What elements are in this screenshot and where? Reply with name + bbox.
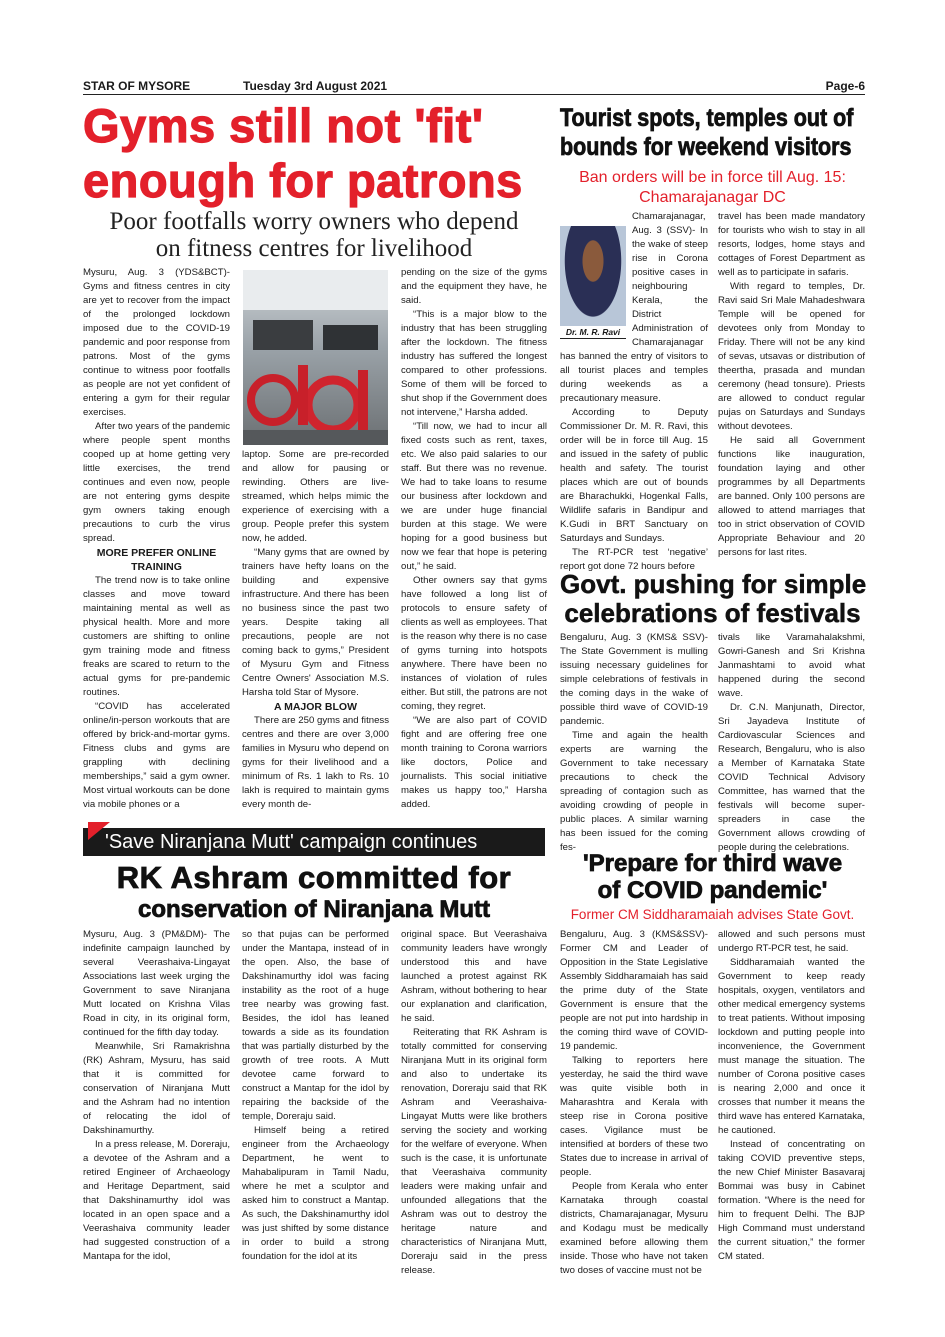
- paragraph: According to Deputy Commissioner Dr. M. R. Ravi, this order will be in force till Aug. 15 and issued in the safety of public health and safety. The tourist places which are out of bounds are Bharachukki, Hogenkal Falls, Wildlife safaris in Bandipur and K.Gudi in BRT Sanctuary on Saturdays and Sundays.: [560, 407, 708, 544]
- ashram-column-3: [401, 928, 547, 1278]
- paragraph: “Till now, we had to incur all fixed costs such as rent, taxes, etc. We also paid salaries to our staff. But there was no revenue. We had to take loans to resume our business after lockdown and we are under huge financial burden at this stage. We were hoping for a good business but now we fear that hope is petering out,” he said.: [401, 421, 547, 572]
- masthead-rule: [83, 94, 865, 95]
- festivals-headline: [560, 570, 865, 628]
- festivals-column-1: [560, 631, 708, 855]
- paragraph: Himself being a retired engineer from the Archaeology Department, he went to Mahabalipuram in Tamil Nadu, where he met a sculptor and asked him to construct a Mantap. As such, the Dakshinamurthy idol was just shifted by some distance in order to build a strong foundation for the idol at its: [242, 1125, 389, 1262]
- tourist-subhead-2: Chamarajanagar DC: [639, 189, 786, 206]
- paragraph: With regard to temples, Dr. Ravi said Sri Male Mahadeshwara Temple will be opened for devotees only from Monday to Friday. There will not be any kind of sevas, utsavas or distribution of theertha, prasada and mundan ceremony (head tonsure). Priests are allowed to conduct regular pujas on Saturdays and Sundays without devotees.: [718, 281, 865, 432]
- paragraph: Bengaluru, Aug. 3 (KMS& SSV)- The State Government is mulling issuing necessary guidelines for simple celebrations of festivals in the coming days in the wake of possible third wave of COVID-19 pandemic.: [560, 632, 708, 727]
- ashram-headline-1: RK Ashram committed for: [116, 860, 512, 895]
- gyms-headline-1: Gyms still not 'fit': [83, 99, 484, 152]
- paragraph: tivals like Varamahalakshmi, Gowri-Ganesh and Sri Krishna Janmashtami to avoid what happened during the second wave.: [718, 632, 865, 699]
- paragraph: Instead of concentrating on taking COVID preventive steps, the new Chief Minister Basavaraj Bommai was busy in Cabinet formation. “Where is the need for him to frequent Delhi. The BJP High Command must understand the current situation,” the former CM stated.: [718, 1139, 865, 1262]
- paragraph: Meanwhile, Sri Ramakrishna (RK) Ashram, Mysuru, has said that it is committed for conservation of Niranjana Mutt and the Ashram had no intention of relocating the idol of Dakshinamurthy.: [83, 1041, 230, 1136]
- paragraph: original space. But Veerashaiva community leaders have wrongly understood this and have launched a protest against RK Ashram, without bothering to hear our explanation and clarification, he said.: [401, 929, 547, 1024]
- campaign-banner-text: 'Save Niranjana Mutt' campaign continues: [105, 831, 478, 853]
- issue-date: Tuesday 3rd August 2021: [243, 79, 388, 93]
- gyms-subhead-1: Poor footfalls worry owners who depend: [109, 208, 519, 235]
- gyms-subhead-2: on fitness centres for livelihood: [155, 235, 473, 262]
- gym-equipment-image: [243, 270, 388, 445]
- thirdwave-column-2: [718, 928, 865, 1264]
- paragraph: Dr. C.N. Manjunath, Director, Sri Jayadeva Institute of Cardiovascular Sciences and Research, Bengaluru, who is also a Member of Karnataka State COVID Technical Advisory Committee, has warned that the festivals will become super-spreaders in case the Government allows crowding of people during the celebrations.: [718, 702, 865, 853]
- tourist-subhead-1: Ban orders will be in force till Aug. 15:: [579, 169, 846, 186]
- paragraph: Time and again the health experts are warning the Government to take necessary precautions to check the spreading of contagion such as avoiding crowding of people in public places. A similar warning has been issued for the coming fes-: [560, 730, 708, 853]
- paragraph: “We are also part of COVID fight and are offering free one month training to Corona warriors like doctors, Police and journalists. This social initiative makes us happy too,” Harsha added.: [401, 715, 547, 810]
- paragraph: There are 250 gyms and fitness centres and there are over 3,000 families in Mysuru who depend on gyms for their livelihood and a minimum of Rs. 1 lakh to Rs. 10 lakh is required to maintain gyms every month de-: [242, 715, 389, 810]
- gyms-subhead: [83, 208, 545, 262]
- paragraph: The trend now is to take online classes and move toward maintaining mental as well as physical health. More and more customers are shifting to online gym training mode and fitness freaks are scared to return to the actual gyms for pre-pandemic routines.: [83, 575, 230, 698]
- paragraph: Siddharamaiah wanted the Government to keep ready hospitals, oxygen, ventilators and other medical emergency systems to treat patients. Without imposing lockdown and putting people into inconvenience, the Government must manage the situation. The number of Corona positive cases is nearing 2,000 and once it crosses that number it means the third wave has entered Karnataka, he cautioned.: [718, 957, 865, 1136]
- tourist-subhead: [560, 168, 865, 208]
- ashram-column-1: [83, 928, 230, 1264]
- paragraph: Talking to reporters here yesterday, he said the third wave was quite visible both in Maharashtra and Kerala with steep rise in Corona positive cases. Vigilance must be intensified at borders of these two States due to increase in arrival of people.: [560, 1055, 708, 1178]
- paragraph: The RT-PCR test ‘negative’ report got done 72 hours before: [560, 547, 708, 572]
- paragraph: Chamarajanagar, Aug. 3 (SSV)- In the wake of steep rise in Corona positive cases in neighbouring Kerala, the District Administration of Chamarajanagar has banned the entry of visitors to all tourist places and temples during weekends as a precautionary measure.: [560, 211, 708, 404]
- paragraph: Mysuru, Aug. 3 (YDS&BCT)- Gyms and fitness centres in city are yet to recover from the impact of the prolonged lockdown imposed due to the COVID-19 pandemic and poor response from patrons. Most of the gyms continue to witness poor footfalls as people are not yet confident of entering a gym for their regular exercises.: [83, 267, 230, 418]
- tourist-column-1: [560, 210, 708, 574]
- paragraph: pending on the size of the gyms and the equipment they have, he said.: [401, 267, 547, 306]
- festivals-headline-2: celebrations of festivals: [564, 598, 861, 628]
- ashram-column-2: [242, 928, 389, 1264]
- tourist-column-2: [718, 210, 865, 560]
- ashram-headline-2: conservation of Niranjana Mutt: [137, 896, 491, 923]
- gym-photo: [243, 270, 388, 445]
- paragraph: so that pujas can be performed under the Mantapa, instead of in the open. Also, the base of Dakshinamurthy idol was facing instability as the root of a huge tree nearby was growing fast. Besides, the idol has leaned towards a side as its foundation that was partially disturbed by the growth of tree roots. A Mutt devotee came forward to construct a Mantap for the idol by repairing the backside of the temple, Doreraju said.: [242, 929, 389, 1122]
- paragraph: “This is a major blow to the industry that has been struggling after the lockdown. The fitness industry has suffered the longest compared to other professions. Some of them will be forced to shut shop if the Government does not intervene,” Harsha added.: [401, 309, 547, 418]
- tourist-headline-1: Tourist spots, temples out of: [560, 104, 854, 132]
- gyms-column-3: [401, 266, 547, 812]
- gyms-headline-2: enough for patrons: [83, 154, 523, 207]
- thirdwave-subhead: Former CM Siddharamaiah advises State Govt.: [570, 907, 855, 922]
- paragraph: He said all Government functions like inauguration, foundation laying and other programmes by all Departments are banned. Only 100 persons are allowed to attend marriages that too in strict observation of COVID Appropriate Behaviour and 20 persons for last rites.: [718, 435, 865, 558]
- section-subhead: MORE PREFER ONLINE TRAINING: [96, 547, 217, 573]
- thirdwave-headline: [560, 850, 865, 904]
- paper-name: STAR OF MYSORE: [83, 79, 191, 93]
- campaign-banner: [83, 828, 545, 856]
- dc-portrait: [560, 226, 626, 346]
- page-number: Page-6: [825, 79, 865, 93]
- thirdwave-column-1: [560, 928, 708, 1278]
- paragraph: Mysuru, Aug. 3 (PM&DM)- The indefinite campaign launched by several Veerashaiva-Lingayat Associations last week urging the Government to save Niranjana Mutt located on Krishna Vilas Road in city, in its original form, continued for the fifth day today.: [83, 929, 230, 1038]
- section-subhead: A MAJOR BLOW: [273, 701, 358, 713]
- thirdwave-headline-2: of COVID pandemic': [597, 877, 828, 904]
- gyms-column-2: [242, 448, 389, 812]
- festivals-headline-1: Govt. pushing for simple: [560, 569, 867, 599]
- paragraph: People from Kerala who enter Karnataka through coastal districts, Chamarajanagar, Mysuru and Kodagu must be medically examined before allowing them inside. Those who have not taken two doses of vaccine must not be: [560, 1181, 708, 1276]
- paragraph: After two years of the pandemic where people spent months cooped up at home getting very little exercises, the trend continues and even now, people are not entering gyms despite gym owners taking enough precautions to curb the virus spread.: [83, 421, 230, 544]
- festivals-column-2: [718, 631, 865, 855]
- paragraph: travel has been made mandatory for tourists who wish to stay in all resorts, lodges, home stays and cottages of Forest Department as well as to participate in safaris.: [718, 211, 865, 278]
- dc-photo: [560, 226, 626, 326]
- paragraph: allowed and such persons must undergo RT-PCR test, he said.: [718, 929, 865, 954]
- paragraph: Bengaluru, Aug. 3 (KMS&SSV)- Former CM and Leader of Opposition in the State Legislative Assembly Siddharamaiah has said the prime duty of the State Government is ensure that the people are not put into hardship in the coming third wave of COVID-19 pandemic.: [560, 929, 708, 1052]
- tourist-headline: [560, 104, 854, 162]
- gyms-column-1: [83, 266, 230, 812]
- paragraph: Other owners say that gyms have followed a long list of protocols to ensure safety of clients as well as employees. That is the reason why there is no case of gyms turning into hotspots anywhere. There have been no instances of violation of rules either. But still, the patrons are not coming, they regret.: [401, 575, 547, 712]
- paragraph: Reiterating that RK Ashram is totally committed for conserving Niranjana Mutt in its original form and also to undertake its renovation, Doreraju said that RK Ashram and Veerashaiva-Lingayat Mutts were like brothers serving the society and working for the welfare of everyone. When such is the case, it is unfortunate that Veerashaiva community leaders were making unfair and unfounded allegations that the Ashram was out to destroy the heritage nature and characteristics of Niranjana Mutt, Doreraju said in the press release.: [401, 1027, 547, 1276]
- paragraph: In a press release, M. Doreraju, a devotee of the Ashram and a retired Engineer of Archaeology and Heritage Department, said that Dakshinamurthy idol was located in an open space and a Veerashaiva community leader had suggested construction of a Mantapa for the idol,: [83, 1139, 230, 1262]
- paragraph: laptop. Some are pre-recorded and allow for pausing or rewinding. Others are live-streamed, which helps mimic the experience of exercising with a group. People prefer this system now, he added.: [242, 449, 389, 544]
- photo-caption: Dr. M. R. Ravi: [560, 326, 626, 339]
- paragraph: “COVID has accelerated online/in-person workouts that are offered by brick-and-mortar gyms. Fitness clubs and gyms are grappling with declining memberships,” said a gym owner. Most virtual workouts can be done via mobile phones or a: [83, 701, 230, 810]
- paragraph: “Many gyms that are owned by trainers have hefty loans on the building and expensive infrastructure. And there has been no business since the past two years. Despite taking all precautions, people are not coming back to gyms,” President of Mysuru Gym and Fitness Centre Owners' Association M.S. Harsha told Star of Mysore.: [242, 547, 389, 698]
- red-flag-icon: [88, 822, 110, 840]
- thirdwave-headline-1: 'Prepare for third wave: [582, 850, 843, 877]
- tourist-headline-2: bounds for weekend visitors: [560, 133, 852, 161]
